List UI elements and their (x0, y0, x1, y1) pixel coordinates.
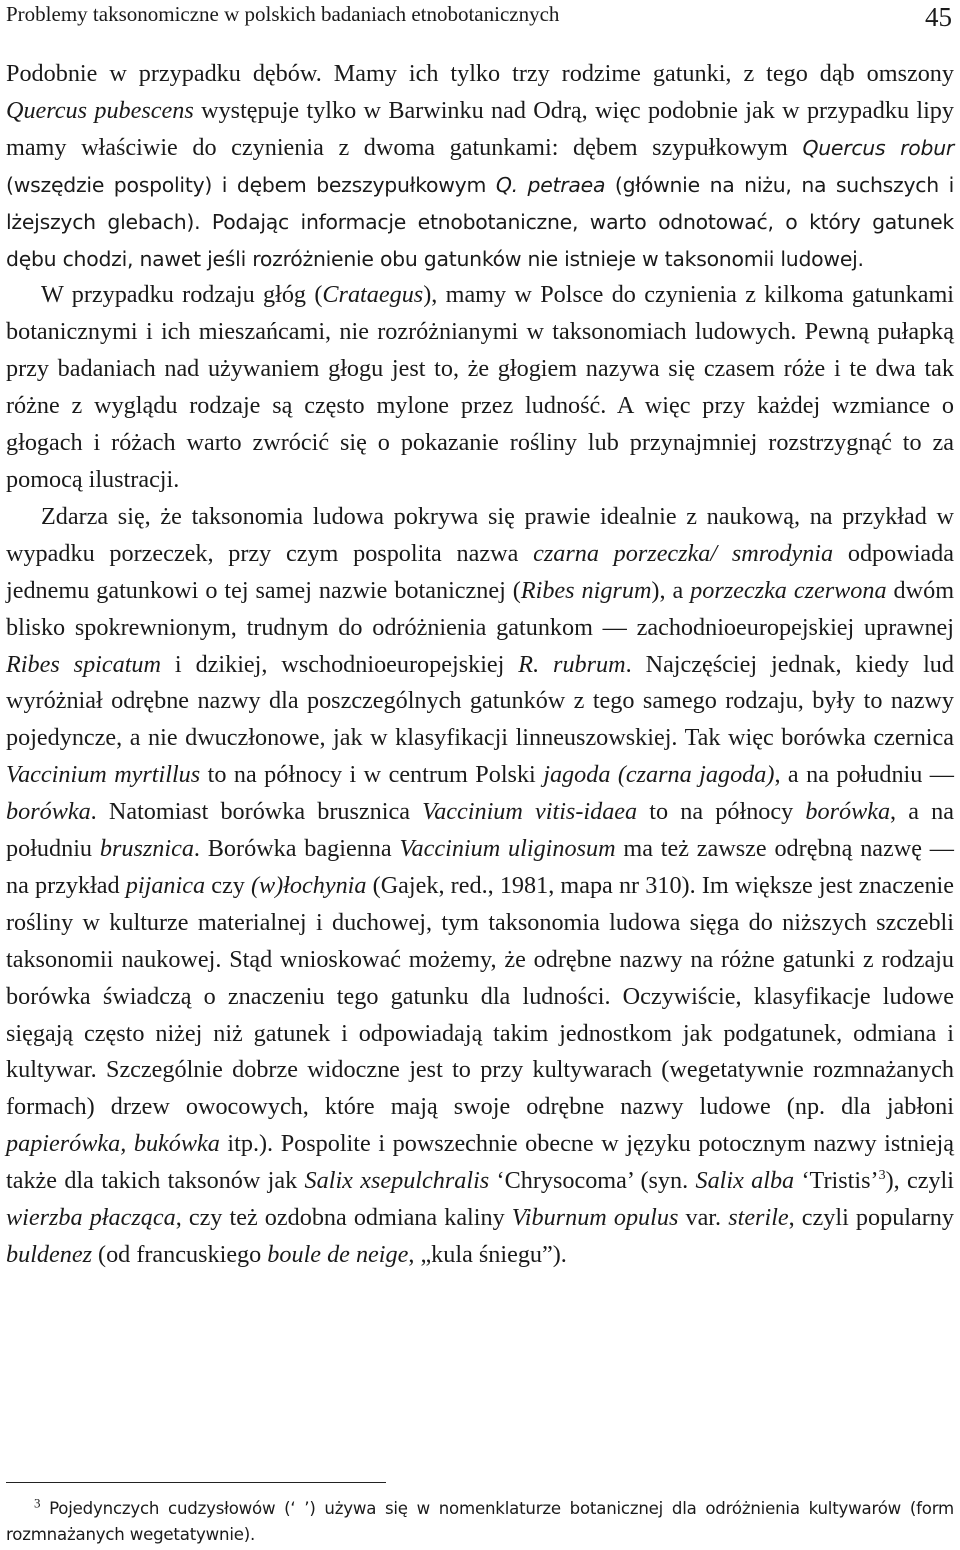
page-number: 45 (925, 2, 952, 32)
footnote (6, 1496, 954, 1548)
footnote-separator (6, 1482, 386, 1483)
footnote-number: 3 (34, 1495, 41, 1511)
footnote-text: Pojedynczych cudzysłowów (‘ ’) używa się w nomenklaturze botanicznej dla odróżnienia kultywarów (form rozmnażanych wegetatywnie). (6, 1499, 954, 1544)
paragraph-currants-and-bilberries: Zdarza się, że taksonomia ludowa pokrywa się prawie idealnie z naukową, na przykład w wypadku porzeczek, przy czym pospolita nazwa czarna porzeczka/ smrodynia odpowiada jednemu gatunkowi o tej samej nazwie botanicznej (Ribes nigrum), a porzeczka czerwona dwóm blisko spokrewnionym, trudnym do odróżnienia gatunkom — zachodnioeuropejskiej uprawnej Ribes spicatum i dzikiej, wschodnioeuropejskiej R. rubrum. Najczęściej jednak, kiedy lud wyróżniał odrębne nazwy dla poszczególnych gatunków z tego samego rodzaju, były to nazwy pojedyncze, a nie dwuczłonowe, jak w klasyfikacji linneuszowskiej. Tak więc borówka czernica Vaccinium myrtillus to na północy i w centrum Polski jagoda (czarna jagoda), a na południu — borówka. Natomiast borówka brusznica Vaccinium vitis-idaea to na północy borówka, a na południu brusznica. Borówka bagienna Vaccinium uliginosum ma też zawsze odrębną nazwę — na przykład pijanica czy (w)łochynia (Gajek, red., 1981, mapa nr 310). Im większe jest znaczenie rośliny w kulturze materialnej i duchowej, tym taksonomia ludowa sięga do niższych szczebli taksonomii naukowej. Stąd wnioskować możemy, że odrębne nazwy na różne gatunki z rodzaju borówka świadczą o znaczeniu tego gatunku dla ludności. Oczywiście, klasyfikacje ludowe sięgają często niżej niż gatunek i odpowiadają takim jednostkom jak podgatunek, odmiana i kultywar. Szczególnie dobrze widoczne jest to przy kultywarach (wegetatywnie rozmnażanych formach) drzew owocowych, które mają swoje odrębne nazwy ludowe (np. dla jabłoni papierówka, bukówka itp.). Pospolite i powszechnie obecne w języku potocznym nazwy istnieją także dla takich taksonów jak Salix xsepulchralis ‘Chrysocoma’ (syn. Salix alba ‘Tristis’$^3$), czyli wierzba płacząca, czy też ozdobna odmiana kaliny Viburnum opulus var. sterile, czyli popularny buldenez (od francuskiego boule de neige, „kula śniegu”). (6, 502, 955, 1268)
page-header (6, 0, 952, 34)
paragraph-oaks: Podobnie w przypadku dębów. Mamy ich tylko trzy rodzime gatunki, z tego dąb omszony Quercus pubescens występuje tylko w Barwinku nad Odrą, więc podobnie jak w przypadku lipy mamy właściwie do czynienia z dwoma gatunkami: dębem szypułkowym Quercus robur (wszędzie pospolity) i dębem bezszypułkowym Q. petraea (głównie na niżu, na suchszych i lżejszych glebach). Podając informacje etnobotaniczne, warto odnotować, o który gatunek dębu chodzi, nawet jeśli rozróżnienie obu gatunków nie istnieje w taksonomii ludowej. (6, 60, 955, 271)
body-text (6, 56, 954, 1274)
running-title: Problemy taksonomiczne w polskich badaniach etnobotanicznych (6, 2, 560, 26)
paragraph-hawthorn: W przypadku rodzaju głóg (Crataegus), mamy w Polsce do czynienia z kilkoma gatunkami botanicznymi i ich mieszańcami, nie rozróżnianymi w taksonomiach ludowych. Pewną pułapką przy badaniach nad używaniem głogu jest to, że głogiem nazywa się czasem róże i te dwa tak różne z wyglądu rodzaje są często mylone przez ludność. A więc przy każdej wzmiance o głogach i różach warto zwrócić się o pokazanie rośliny lub przynajmniej rozstrzygnąć to za pomocą ilustracji. (6, 281, 954, 493)
footnote-reference[interactable]: 3 (878, 1168, 886, 1184)
